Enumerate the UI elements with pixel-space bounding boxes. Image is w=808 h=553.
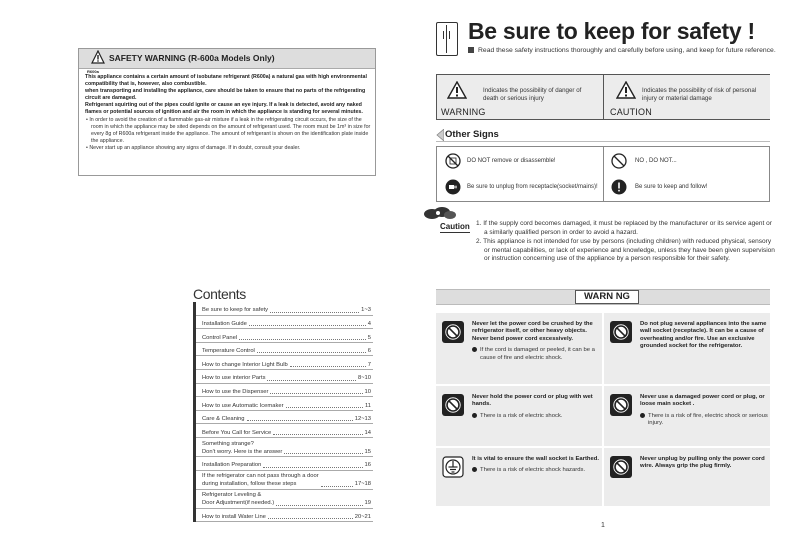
warning-cell xyxy=(604,386,770,446)
toc-item[interactable] xyxy=(196,509,373,523)
other-signs-box xyxy=(436,146,770,202)
caution-legend xyxy=(604,75,770,119)
toc-item-title: How to use Automatic Icemaker xyxy=(202,402,284,409)
bullet-dot-icon xyxy=(472,413,477,418)
safety-warning-paragraph: This appliance contains a certain amount of isobutane refrigerant (R600a) a natural gas with high environmental compatibility that is, however, also combustible. xyxy=(85,74,367,88)
toc-item-title: Installation Preparation xyxy=(202,462,262,469)
warning-cell-note-text: There is a risk of fire, electric shock or serious injury. xyxy=(648,412,768,427)
warning-cell-text xyxy=(640,394,768,428)
toc-item[interactable] xyxy=(196,370,373,384)
toc-leader-dots xyxy=(290,366,366,367)
toc-leader-dots xyxy=(267,380,355,381)
toc-item-page: 17~18 xyxy=(354,481,371,488)
toc-item-title: If the refrigerator can not pass through a door during installation, follow these steps xyxy=(202,473,319,488)
toc-item[interactable] xyxy=(196,316,373,330)
warning-cell xyxy=(436,386,602,446)
safety-warning-title: SAFETY WARNING (R-600a Models Only) xyxy=(109,53,275,63)
toc-item-page: 10 xyxy=(364,388,371,395)
toc-item-title: How to use the Dispenser xyxy=(202,388,269,395)
caution-description: Indicates the possibility of risk of personal injury or material damage xyxy=(642,87,757,102)
warning-cell-note xyxy=(472,413,600,420)
toc-leader-dots xyxy=(257,352,366,353)
other-sign-text: DO NOT remove or disassemble! xyxy=(467,158,556,164)
safety-warning-paragraph: Refrigerant squirting out of the pipes could ignite or cause an eye injury. If a leak is detected, avoid any naked flames or potential sources of ignition and air the room in which the appliance is standing for several minutes. xyxy=(85,102,363,116)
warning-cell-text xyxy=(472,321,600,362)
bullet-dot-icon xyxy=(472,467,477,472)
toc-item[interactable] xyxy=(196,411,373,425)
toc-leader-dots xyxy=(249,325,366,326)
toc-item[interactable] xyxy=(196,490,373,509)
toc-item-title: How to install Water Line xyxy=(202,513,266,520)
warning-cell xyxy=(604,448,770,506)
other-sign-text: Be sure to keep and follow! xyxy=(635,184,708,190)
toc-leader-dots xyxy=(247,420,353,421)
toc-leader-dots xyxy=(286,407,363,408)
prohibited-icon xyxy=(610,321,632,343)
toc-item-page: 14 xyxy=(364,429,371,436)
toc-item-title: Temperature Control xyxy=(202,348,255,355)
warning-cell-text xyxy=(472,456,600,475)
warning-cell-note xyxy=(472,467,600,474)
warning-cell-title: Never hold the power cord or plug with wet hands. xyxy=(472,394,593,408)
safety-warning-box xyxy=(78,48,376,176)
other-signs-title: Other Signs xyxy=(445,129,499,140)
toc-leader-dots xyxy=(270,312,359,313)
toc-item-page: 15 xyxy=(364,448,371,455)
toc-item[interactable] xyxy=(196,329,373,343)
bullet-dot-icon xyxy=(640,413,645,418)
toc-item[interactable] xyxy=(196,438,373,457)
toc-item-page: 11 xyxy=(364,402,371,409)
warning-cell-note xyxy=(640,413,768,428)
prohibited-icon xyxy=(611,153,627,169)
warning-cell-title: Never unplug by pulling only the power cord wire. Always grip the plug firmly. xyxy=(640,456,765,470)
warning-cell xyxy=(436,448,602,506)
subtitle-text: Read these safety instructions thoroughly and carefully before using, and keep for future reference. xyxy=(478,47,776,54)
page-title: Be sure to keep for safety ! xyxy=(468,18,755,44)
caution-item: 2. This appliance is not intended for use by persons (including children) with reduced physical, sensory or mental capabilities, or lack of experience and knowledge, unless they have been given supervision or instruction concerning use of the appliance by a person responsible for their safety. xyxy=(476,238,775,262)
warning-cell-title: Never let the power cord be crushed by the refrigerator itself, or other heavy objects. Never bend power cord excessively. xyxy=(472,321,593,342)
mandatory-icon xyxy=(611,179,627,195)
other-signs-divider xyxy=(603,147,604,201)
prohibited-icon xyxy=(610,456,632,478)
toc-item-page: 6 xyxy=(367,348,371,355)
caution-list xyxy=(476,220,776,265)
toc-item[interactable] xyxy=(196,457,373,471)
no-disassemble-icon xyxy=(445,153,461,169)
caution-heading: Caution xyxy=(440,222,470,231)
toc-item-page: 1~3 xyxy=(361,307,371,314)
warning-cell-title: It is vital to ensure the wall socket is Earthed. xyxy=(472,456,600,462)
safety-warning-paragraph: • In order to avoid the creation of a flammable gas-air mixture if a leak in the refrigerating circuit occurs, the size of the room in which the appliance may be sited depends on the amount of refrigerant used. The room must be 1m³ in size for every 8g of R600a refrigerant inside the appliance. The amount of refrigerant is shown on the identification plate inside the appliance. xyxy=(86,116,371,144)
square-bullet-icon xyxy=(468,47,474,53)
toc-item-title: Something strange? Don't worry. Here is the answer xyxy=(202,440,283,455)
toc-leader-dots xyxy=(321,486,353,487)
ground-icon xyxy=(442,456,464,478)
warning-cell-title: Never use a damaged power cord or plug, or loose main socket . xyxy=(640,394,765,408)
toc-item-title: Installation Guide xyxy=(202,320,247,327)
toc-leader-dots xyxy=(273,434,362,435)
prohibited-icon xyxy=(610,394,632,416)
prohibited-icon xyxy=(442,321,464,343)
prohibited-icon xyxy=(442,394,464,416)
safety-warning-header xyxy=(79,49,375,69)
toc-item[interactable] xyxy=(196,471,373,490)
toc-item-title: Care & Cleaning xyxy=(202,416,245,423)
toc-item[interactable] xyxy=(196,302,373,316)
toc-item-title: Before You Call for Service xyxy=(202,429,272,436)
toc-item-title: How to change Interior Light Bulb xyxy=(202,361,288,368)
warning-cell xyxy=(436,313,602,384)
page-number: 1 xyxy=(601,522,605,529)
warning-cell xyxy=(604,313,770,384)
warning-cell-text xyxy=(640,321,768,351)
warning-cell-text xyxy=(472,394,600,420)
toc-item-title: Control Panel xyxy=(202,334,238,341)
toc-item-page: 4 xyxy=(367,320,371,327)
toc-leader-dots xyxy=(270,393,362,394)
toc-leader-dots xyxy=(268,518,353,519)
warning-cell-title: Do not plug several appliances into the same wall socket (receptacle). It can be a cause of overheating and/or fire. Use an exclusive grounded socket for the refrigerator. xyxy=(640,321,767,350)
warning-legend xyxy=(437,75,603,119)
other-sign-text: NO , DO NOT... xyxy=(635,158,677,164)
toc-leader-dots xyxy=(263,467,362,468)
toc-item-page: 16 xyxy=(364,462,371,469)
toc-item-page: 19 xyxy=(364,500,371,507)
safety-warning-text xyxy=(85,74,373,152)
page-subtitle xyxy=(468,47,776,54)
caution-cloud-icon xyxy=(420,206,458,220)
toc-item-page: 7 xyxy=(367,361,371,368)
contents-title: Contents xyxy=(193,286,246,302)
unplug-icon xyxy=(445,179,461,195)
toc-item-title: Be sure to keep for safety xyxy=(202,307,269,314)
toc-leader-dots xyxy=(239,339,366,340)
bullet-dot-icon xyxy=(472,347,477,352)
toc-item[interactable] xyxy=(196,356,373,370)
refrigerator-icon xyxy=(436,22,458,56)
warning-triangle-icon xyxy=(447,81,467,99)
safety-warning-paragraph: when transporting and installing the appliance, care should be taken to ensure that no parts of the refrigerating circuit are damaged. xyxy=(85,88,366,102)
caution-triangle-icon xyxy=(616,81,636,99)
toc-item[interactable] xyxy=(196,343,373,357)
warning-cell-text xyxy=(640,456,768,471)
warning-cell-note-text: There is a risk of electric shock. xyxy=(480,412,563,419)
toc-item-page: 20~21 xyxy=(354,513,371,520)
toc-item[interactable] xyxy=(196,397,373,411)
toc-leader-dots xyxy=(276,505,362,506)
caution-item: 1. If the supply cord becomes damaged, it must be replaced by the manufacturer or its service agent or a similarly qualified person in order to avoid a hazard. xyxy=(476,220,772,236)
toc-leader-dots xyxy=(284,453,362,454)
section-arrow-icon xyxy=(436,129,444,141)
toc-item-page: 12~13 xyxy=(354,416,371,423)
toc-item[interactable] xyxy=(196,424,373,438)
toc-item-page: 5 xyxy=(367,334,371,341)
warning-cell-note xyxy=(472,347,600,362)
warning-caution-legend xyxy=(436,74,770,120)
warning-label: WARNING xyxy=(441,107,486,117)
caution-label: CAUTION xyxy=(610,107,652,117)
warning-description: Indicates the possibility of danger of death or serious injury xyxy=(483,87,582,102)
toc-item[interactable] xyxy=(196,384,373,398)
safety-warning-paragraph: • Never start up an appliance showing any signs of damage. If in doubt, consult your dealer. xyxy=(86,144,301,151)
warning-triangle-icon xyxy=(91,50,105,64)
warning-cell-note-text: There is a risk of electric shock hazards. xyxy=(480,467,586,474)
table-of-contents xyxy=(193,302,373,522)
warning-section-label: WARN NG xyxy=(575,290,639,304)
r600a-badge: R600a xyxy=(87,69,99,74)
toc-item-title: Refrigerator Leveling & Door Adjustment(if needed.) xyxy=(202,492,275,507)
toc-item-title: How to use interior Parts xyxy=(202,375,266,382)
toc-item-page: 8~10 xyxy=(357,375,371,382)
warning-cell-note-text: If the cord is damaged or peeled, it can be a cause of fire and electric shock. xyxy=(480,347,595,361)
other-sign-text: Be sure to unplug from receptacle(socket/mains)! xyxy=(467,184,598,190)
